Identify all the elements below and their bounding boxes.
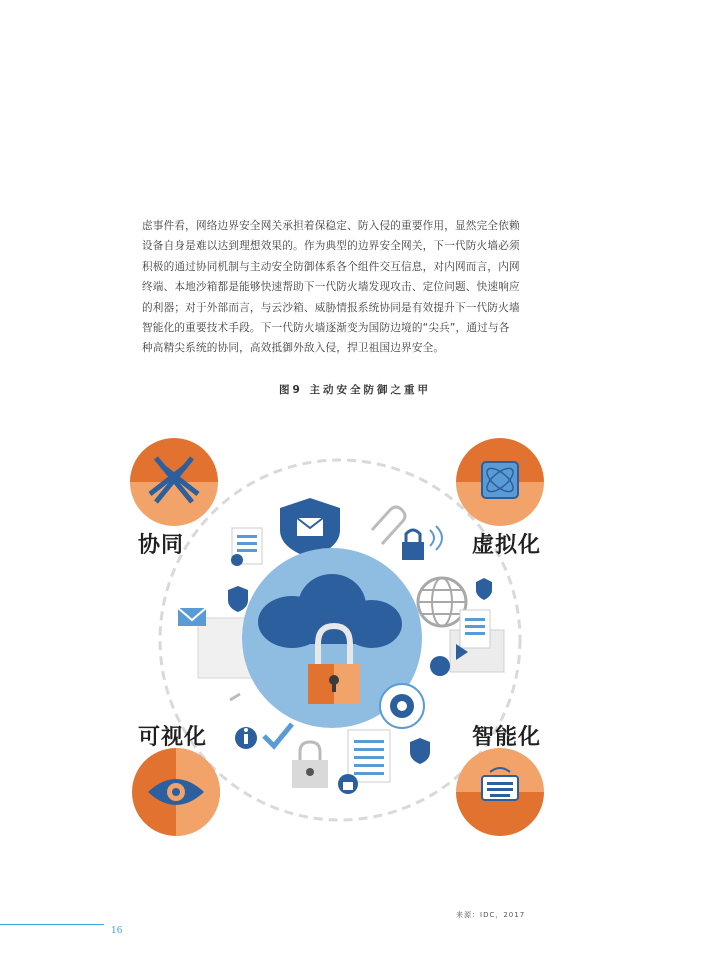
paragraph-line: 的利器；对于外部而言，与云沙箱、威胁情报系统协同是有效提升下一代防火墙 bbox=[142, 301, 520, 314]
shield-small-icon bbox=[476, 578, 492, 600]
gear-icon bbox=[380, 684, 424, 728]
figure-illustration bbox=[120, 430, 580, 850]
source-note: 来源：IDC，2017 bbox=[456, 911, 526, 919]
paragraph-line: 积极的通过协同机制与主动安全防御体系各个组件交互信息，对内网而言，内网 bbox=[142, 260, 520, 273]
paragraph-line: 智能化的重要技术手段。下一代防火墙逐渐变为国防边境的“尖兵”，通过与各 bbox=[142, 322, 510, 335]
shield-badge-icon bbox=[430, 656, 450, 676]
paragraph-line: 种高精尖系统的协同，高效抵御外敌入侵，捍卫祖国边界安全。 bbox=[142, 342, 445, 355]
label-virtualization: 虚拟化 bbox=[472, 533, 542, 558]
label-visibility: 可视化 bbox=[138, 725, 208, 750]
globe-icon bbox=[418, 578, 466, 626]
body-paragraph bbox=[142, 216, 568, 359]
checkmark-icon bbox=[264, 724, 292, 746]
wifi-lock-icon bbox=[402, 526, 442, 560]
label-collaboration: 协同 bbox=[138, 533, 185, 558]
virtual-cube-icon bbox=[482, 462, 518, 498]
padlock-gray-icon bbox=[292, 742, 328, 788]
page-number: 16 bbox=[111, 926, 123, 936]
paragraph-line: 虑事件看，网络边界安全网关承担着保稳定、防入侵的重要作用，显然完全依赖 bbox=[142, 220, 520, 232]
paragraph-line: 终端、本地沙箱都是能够快速帮助下一代防火墙发现攻击、定位问题、快速响应 bbox=[142, 281, 520, 294]
paragraph-line: 设备自身是难以达到理想效果的。作为典型的边界安全网关，下一代防火墙必须 bbox=[142, 240, 520, 253]
security-armor-figure bbox=[120, 430, 580, 850]
lock-badge-icon bbox=[338, 774, 358, 794]
document-icon bbox=[231, 528, 262, 566]
visibility-circle bbox=[132, 748, 220, 836]
info-icon bbox=[235, 727, 257, 749]
intelligence-circle bbox=[456, 748, 544, 836]
collaboration-circle bbox=[130, 438, 218, 526]
footer-rule bbox=[0, 924, 104, 925]
paperclip-small-icon bbox=[230, 694, 240, 700]
shield-bottom-icon bbox=[410, 738, 430, 764]
virtualization-circle bbox=[456, 438, 544, 526]
shield-icon bbox=[228, 586, 248, 612]
label-intelligence: 智能化 bbox=[472, 725, 542, 750]
figure-title: 图9 主动安全防御之重甲 bbox=[279, 384, 431, 396]
document-bottom-icon bbox=[348, 730, 390, 782]
paperclip-icon bbox=[372, 507, 405, 544]
